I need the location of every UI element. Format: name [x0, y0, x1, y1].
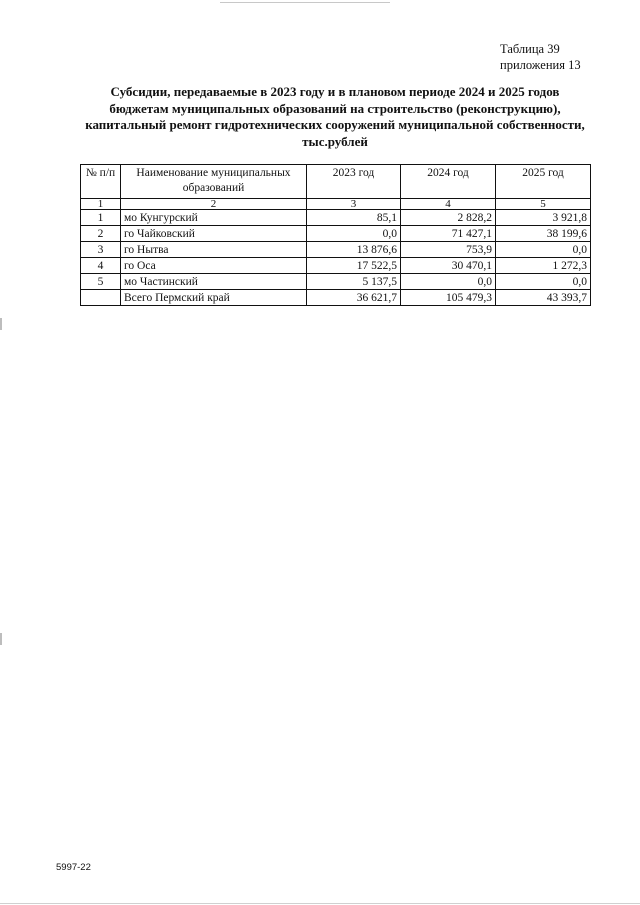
total-label: Всего Пермский край: [121, 290, 307, 306]
value-2023: 17 522,5: [307, 258, 401, 274]
table-row: [81, 210, 591, 226]
value-2024: 30 470,1: [401, 258, 496, 274]
value-2024: 71 427,1: [401, 226, 496, 242]
header-2025: 2025 год: [496, 165, 591, 199]
column-number: 3: [307, 199, 401, 210]
margin-mark: [0, 633, 2, 645]
title-line: капитальный ремонт гидротехнических сооружений муниципальной собственности,: [85, 117, 585, 132]
column-number: 1: [81, 199, 121, 210]
column-number: 2: [121, 199, 307, 210]
row-number: 4: [81, 258, 121, 274]
appendix-number: приложения 13: [500, 58, 581, 72]
document-title: [70, 84, 600, 150]
title-line: бюджетам муниципальных образований на строительство (реконструкцию),: [109, 100, 561, 116]
total-2023: 36 621,7: [307, 290, 401, 306]
value-2023: 0,0: [307, 226, 401, 242]
table-number: Таблица 39: [500, 42, 560, 56]
value-2023: 13 876,6: [307, 242, 401, 258]
value-2024: 2 828,2: [401, 210, 496, 226]
municipality-name: мо Кунгурский: [121, 210, 307, 226]
table-header-row: [81, 165, 591, 199]
title-line: Субсидии, передаваемые в 2023 году и в плановом периоде 2024 и 2025 годов: [110, 84, 560, 99]
municipality-name: го Нытва: [121, 242, 307, 258]
margin-mark: [0, 318, 2, 330]
header-2023: 2023 год: [307, 165, 401, 199]
value-2025: 1 272,3: [496, 258, 591, 274]
table-row: [81, 274, 591, 290]
value-2025: 38 199,6: [496, 226, 591, 242]
row-number: 3: [81, 242, 121, 258]
row-number: 1: [81, 210, 121, 226]
table-row: [81, 226, 591, 242]
value-2025: 0,0: [496, 242, 591, 258]
row-number: 2: [81, 226, 121, 242]
column-number-row: [81, 199, 591, 210]
total-2024: 105 479,3: [401, 290, 496, 306]
bottom-scan-rule: [0, 903, 640, 904]
row-number: [81, 290, 121, 306]
header-2024: 2024 год: [401, 165, 496, 199]
value-2024: 753,9: [401, 242, 496, 258]
header-municipality: Наименование муниципальных образований: [121, 165, 307, 199]
title-line: тыс.рублей: [302, 133, 368, 149]
table-row: [81, 242, 591, 258]
total-2025: 43 393,7: [496, 290, 591, 306]
table-reference: [500, 41, 581, 73]
municipality-name: го Оса: [121, 258, 307, 274]
table-row: [81, 258, 591, 274]
value-2023: 85,1: [307, 210, 401, 226]
value-2024: 0,0: [401, 274, 496, 290]
value-2025: 0,0: [496, 274, 591, 290]
municipality-name: мо Частинский: [121, 274, 307, 290]
document-code: 5997-22: [56, 862, 91, 873]
value-2023: 5 137,5: [307, 274, 401, 290]
column-number: 4: [401, 199, 496, 210]
value-2025: 3 921,8: [496, 210, 591, 226]
column-number: 5: [496, 199, 591, 210]
total-row: [81, 290, 591, 306]
top-scan-rule: [220, 2, 390, 3]
subsidies-table: [80, 164, 591, 306]
row-number: 5: [81, 274, 121, 290]
municipality-name: го Чайковский: [121, 226, 307, 242]
header-number: № п/п: [81, 165, 121, 199]
